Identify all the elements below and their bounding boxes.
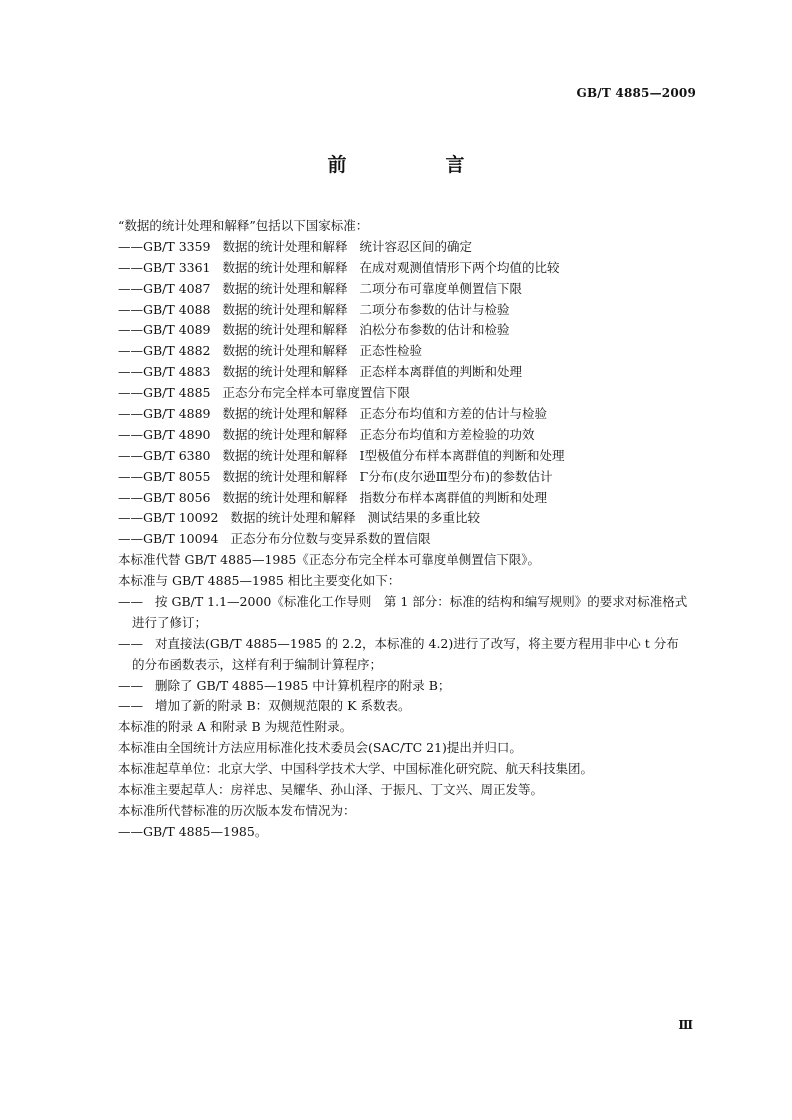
standard-ref: GB/T 4885 — [143, 385, 211, 401]
text-line — [118, 801, 708, 822]
line-text: 本标准的附录 A 和附录 B 为规范性附录。 — [118, 719, 353, 735]
text-line — [118, 759, 708, 780]
line-subtitle: 在成对观测值情形下两个均值的比较 — [359, 259, 560, 275]
line-text: 本标准与 GB/T 4885—1985 相比主要变化如下： — [118, 573, 401, 589]
line-prefix: —— — [118, 322, 143, 338]
text-line — [118, 300, 708, 321]
standard-ref: GB/T 4882 — [143, 343, 211, 359]
text-line — [118, 717, 708, 738]
page-title: 前 言 — [327, 154, 505, 176]
standard-ref: GB/T 10092 — [143, 510, 219, 526]
standard-ref: GB/T 4088 — [143, 301, 211, 317]
text-line — [118, 425, 708, 446]
line-prefix: —— — [118, 698, 143, 714]
line-prefix: —— — [118, 301, 143, 317]
line-subtitle: 指数分布样本离群值的判断和处理 — [359, 489, 548, 505]
line-text: 正态分布分位数与变异系数的置信限 — [230, 531, 431, 547]
line-text: “数据的统计处理和解释”包括以下国家标准： — [118, 218, 369, 233]
line-prefix: —— — [118, 531, 143, 547]
text-line — [118, 655, 708, 676]
line-subtitle: 测试结果的多重比较 — [367, 510, 480, 526]
line-prefix: —— — [118, 280, 143, 296]
text-line — [118, 258, 708, 279]
text-line — [118, 279, 708, 300]
line-subtitle: 正态分布均值和方差检验的功效 — [359, 426, 535, 442]
line-text: 增加了新的附录 B：双侧规范限的 K 系数表。 — [155, 698, 411, 714]
line-text: 对直接法(GB/T 4885—1985 的 2.2，本标准的 4.2)进行了改写，将主要方程用非中心 t 分布 — [155, 635, 679, 651]
standard-ref: GB/T 4087 — [143, 280, 211, 296]
line-prefix: —— — [118, 385, 143, 401]
standard-ref: GB/T 4890 — [143, 426, 211, 442]
line-subtitle: 正态样本离群值的判断和处理 — [359, 364, 523, 380]
line-text: 进行了修订； — [132, 614, 208, 630]
line-prefix: —— — [118, 677, 143, 693]
page-number: Ⅲ — [678, 1018, 693, 1032]
foreword-body — [118, 216, 708, 843]
line-prefix: —— — [118, 406, 143, 422]
line-text: 按 GB/T 1.1—2000《标准化工作导则 第 1 部分：标准的结构和编写规则》的要求对标准格式 — [155, 594, 688, 610]
standard-ref: GB/T 4883 — [143, 364, 211, 380]
text-line — [118, 738, 708, 759]
text-line — [118, 613, 708, 634]
line-prefix: —— — [118, 259, 143, 275]
standard-ref: GB/T 4889 — [143, 406, 211, 422]
line-text: 数据的统计处理和解释 — [222, 322, 348, 338]
line-text: 数据的统计处理和解释 — [222, 468, 348, 484]
text-line — [118, 571, 708, 592]
line-text: 本标准主要起草人：房祥忠、吴耀华、孙山泽、于振凡、丁文兴、周正发等。 — [118, 782, 544, 798]
text-line — [118, 404, 708, 425]
line-text: 数据的统计处理和解释 — [222, 364, 348, 380]
text-line — [118, 362, 708, 383]
line-subtitle: 统计容忍区间的确定 — [359, 238, 473, 254]
text-line — [118, 780, 708, 801]
line-prefix: —— — [118, 238, 143, 254]
standard-code: GB/T 4885—2009 — [576, 86, 696, 100]
standard-ref: GB/T 8055 — [143, 468, 211, 484]
line-prefix: —— — [118, 447, 143, 463]
text-line — [118, 341, 708, 362]
text-line — [118, 216, 708, 237]
line-prefix: —— — [118, 594, 143, 610]
standard-ref: GB/T 3359 — [143, 238, 211, 254]
line-text: 本标准由全国统计方法应用标准化技术委员会(SAC/TC 21)提出并归口。 — [118, 740, 522, 756]
text-line — [118, 508, 708, 529]
line-text: 本标准代替 GB/T 4885—1985《正态分布完全样本可靠度单侧置信下限》。 — [118, 552, 541, 568]
standard-ref: GB/T 8056 — [143, 489, 211, 505]
line-prefix: —— — [118, 468, 143, 484]
text-line — [118, 592, 708, 613]
line-subtitle: 二项分布参数的估计与检验 — [359, 301, 510, 317]
line-text: 数据的统计处理和解释 — [222, 406, 348, 422]
text-line — [118, 383, 708, 404]
line-prefix: —— — [118, 823, 143, 839]
text-line — [118, 320, 708, 341]
text-line — [118, 550, 708, 571]
line-text: 数据的统计处理和解释 — [222, 426, 348, 442]
line-prefix: —— — [118, 510, 143, 526]
line-subtitle: Γ分布(皮尔逊Ⅲ型分布)的参数估计 — [359, 468, 553, 484]
text-line — [118, 634, 708, 655]
line-text: 正态分布完全样本可靠度置信下限 — [222, 385, 411, 401]
line-text: 删除了 GB/T 4885—1985 中计算机程序的附录 B； — [155, 677, 451, 693]
standard-ref: GB/T 6380 — [143, 447, 211, 463]
line-prefix: —— — [118, 364, 143, 380]
line-text: 数据的统计处理和解释 — [222, 238, 348, 254]
line-subtitle: 泊松分布参数的估计和检验 — [359, 322, 510, 338]
text-line — [118, 446, 708, 467]
line-text: 数据的统计处理和解释 — [222, 301, 348, 317]
line-prefix: —— — [118, 635, 143, 651]
line-subtitle: Ⅰ型极值分布样本离群值的判断和处理 — [359, 447, 565, 463]
text-line — [118, 488, 708, 509]
line-text: 数据的统计处理和解释 — [222, 259, 348, 275]
line-text: 本标准所代替标准的历次版本发布情况为： — [118, 802, 356, 818]
text-line — [118, 822, 708, 843]
line-subtitle: 二项分布可靠度单侧置信下限 — [359, 280, 523, 296]
line-prefix: —— — [118, 426, 143, 442]
line-text: 的分布函数表示，这样有利于编制计算程序； — [132, 656, 383, 672]
line-text: 数据的统计处理和解释 — [222, 280, 348, 296]
line-text: 本标准起草单位：北京大学、中国科学技术大学、中国标准化研究院、航天科技集团。 — [118, 761, 594, 777]
line-prefix: —— — [118, 489, 143, 505]
line-subtitle: 正态性检验 — [359, 343, 423, 359]
standard-ref: GB/T 10094 — [143, 531, 219, 547]
text-line — [118, 237, 708, 258]
text-line — [118, 467, 708, 488]
standard-ref: GB/T 3361 — [143, 259, 211, 275]
line-subtitle: 正态分布均值和方差的估计与检验 — [359, 406, 548, 422]
standard-ref: GB/T 4885—1985。 — [143, 823, 268, 839]
line-text: 数据的统计处理和解释 — [222, 447, 348, 463]
line-text: 数据的统计处理和解释 — [222, 343, 348, 359]
standard-ref: GB/T 4089 — [143, 322, 211, 338]
line-text: 数据的统计处理和解释 — [222, 489, 348, 505]
text-line — [118, 529, 708, 550]
text-line — [118, 676, 708, 697]
line-prefix: —— — [118, 343, 143, 359]
line-text: 数据的统计处理和解释 — [230, 510, 356, 526]
text-line — [118, 696, 708, 717]
